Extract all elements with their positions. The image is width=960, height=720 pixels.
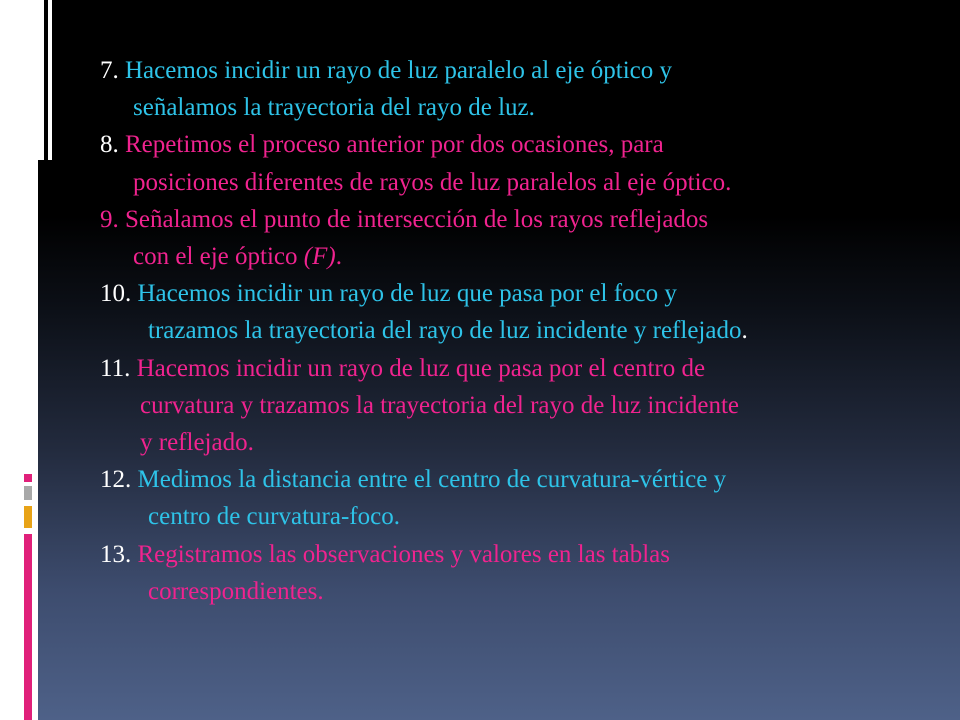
- list-item-13: [100, 536, 940, 610]
- item-number: 7.: [100, 57, 119, 84]
- item-number: 10.: [100, 280, 132, 308]
- decor-stripe-magenta: [24, 474, 32, 482]
- item-text: Medimos la distancia entre el centro de curvatura-vértice y: [137, 466, 727, 494]
- list-item-8: [100, 126, 940, 200]
- item-number: 13.: [100, 540, 132, 568]
- item-text: trazamos la trayectoria del rayo de luz incidente y reflejado: [148, 317, 742, 345]
- item-end-period: .: [741, 317, 748, 345]
- procedure-list: [100, 52, 940, 610]
- item-number: 8.: [100, 131, 119, 159]
- item-end-period: .: [335, 243, 342, 271]
- item-text: Hacemos incidir un rayo de luz que pasa por el centro de: [136, 354, 706, 382]
- list-item-9: [100, 201, 940, 275]
- item-text: Registramos las observaciones y valores en las tablas: [137, 540, 670, 568]
- item-text: Hacemos incidir un rayo de luz que pasa por el foco y: [137, 280, 677, 308]
- item-number: 11.: [100, 354, 131, 382]
- decor-stripe-magenta: [24, 534, 32, 720]
- math-focus-symbol: (F): [303, 243, 336, 271]
- item-text: posiciones diferentes de rayos de luz paralelos al eje óptico.: [133, 168, 732, 196]
- decor-stripe-white: [38, 0, 44, 160]
- item-number: 12.: [100, 466, 132, 494]
- list-item-12: [100, 461, 940, 535]
- list-item-7: [100, 52, 940, 126]
- item-text: curvatura y trazamos la trayectoria del rayo de luz incidente: [140, 391, 740, 419]
- decor-stripes-bottom: [24, 474, 38, 720]
- decor-stripes-top: [38, 0, 58, 160]
- item-text: centro de curvatura-foco.: [148, 503, 400, 531]
- decor-stripe-gray: [24, 486, 32, 500]
- item-text: correspondientes.: [148, 577, 324, 605]
- item-number: 9.: [100, 205, 119, 233]
- item-text: Repetimos el proceso anterior por dos ocasiones, para: [125, 131, 664, 159]
- item-text: señalamos la trayectoria del rayo de luz.: [133, 94, 535, 122]
- item-text: Señalamos el punto de intersección de los rayos reflejados: [125, 205, 709, 233]
- item-text: y reflejado.: [140, 429, 254, 457]
- decor-stripe-white: [48, 0, 52, 160]
- list-item-11: [100, 350, 940, 462]
- item-text: con el eje óptico: [133, 243, 298, 271]
- item-text: Hacemos incidir un rayo de luz paralelo al eje óptico y: [125, 57, 673, 84]
- decor-stripe-gold: [24, 506, 32, 528]
- list-item-10: [100, 275, 940, 349]
